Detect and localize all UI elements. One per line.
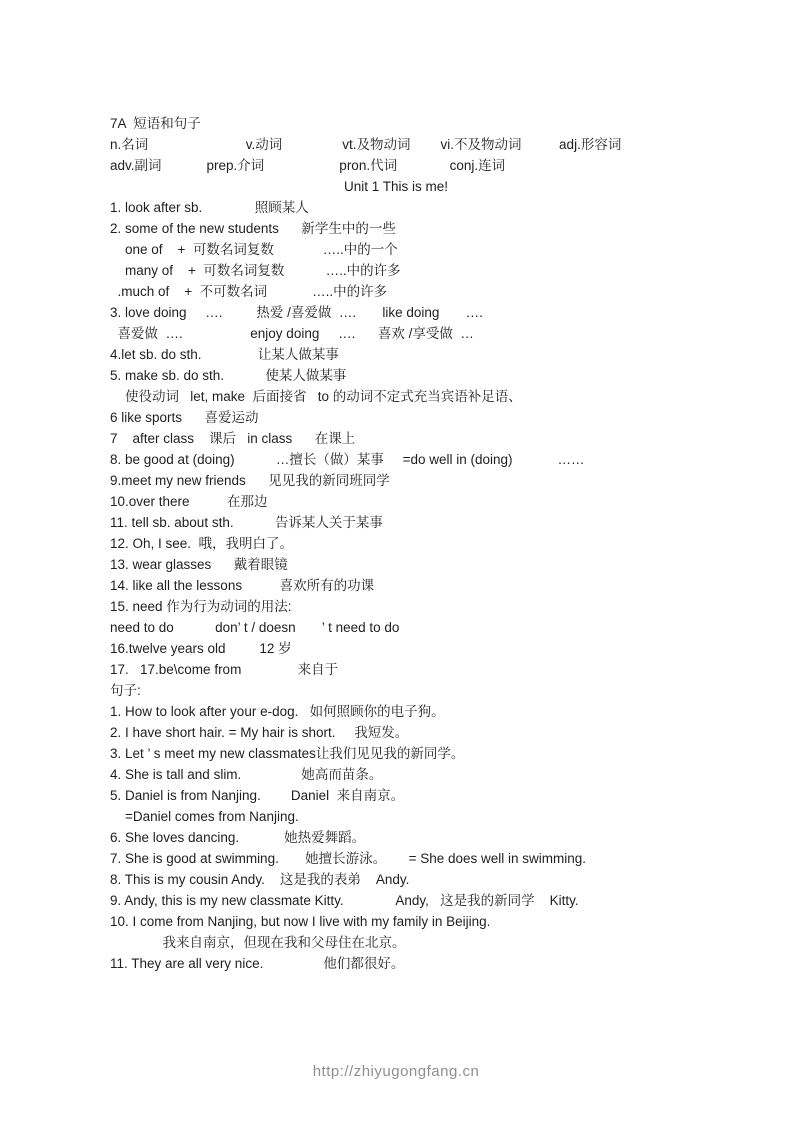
phrase-line: 使役动词 let, make 后面接省 to 的动词不定式充当宾语补足语、 (110, 389, 522, 404)
sentence-line: 6. She loves dancing. 她热爱舞蹈。 (110, 830, 366, 845)
document-body (110, 113, 692, 974)
sentences-section-label: 句子: (110, 683, 141, 698)
footer-url: http://zhiyugongfang.cn (312, 1063, 480, 1080)
phrase-line: .much of + 不可数名词 …..中的许多 (110, 284, 388, 299)
phrase-line: many of + 可数名词复数 …..中的许多 (110, 263, 401, 278)
phrase-line: need to do don’ t / doesn ’ t need to do (110, 620, 400, 635)
sentence-line: 11. They are all very nice. 他们都很好。 (110, 956, 405, 971)
phrase-line: 15. need 作为行为动词的用法: (110, 599, 292, 614)
sentence-line: 8. This is my cousin Andy. 这是我的表弟 Andy. (110, 872, 410, 887)
sentence-line: 我来自南京，但现在我和父母住在北京。 (110, 935, 406, 950)
sentence-line: =Daniel comes from Nanjing. (110, 809, 299, 824)
sentence-line: 1. How to look after your e-dog. 如何照顾你的电子狗。 (110, 704, 445, 719)
pos-legend-line-2: adv.副词 prep.介词 pron.代词 conj.连词 (110, 158, 506, 173)
unit-heading: Unit 1 This is me! (343, 179, 449, 194)
phrase-line: 8. be good at (doing) …擅长（做）某事 =do well in (doing) …… (110, 452, 585, 467)
sentence-line: 4. She is tall and slim. 她高而苗条。 (110, 767, 383, 782)
phrase-line: 5. make sb. do sth. 使某人做某事 (110, 368, 347, 383)
doc-title: 7A 短语和句子 (110, 116, 201, 131)
phrase-line: 9.meet my new friends 见见我的新同班同学 (110, 473, 390, 488)
phrase-line: 13. wear glasses 戴着眼镜 (110, 557, 288, 572)
sentence-line: 5. Daniel is from Nanjing. Daniel 来自南京。 (110, 788, 405, 803)
phrase-line: 1. look after sb. 照顾某人 (110, 200, 309, 215)
sentence-line: 2. I have short hair. = My hair is short. 我短发。 (110, 725, 409, 740)
phrase-line: 10.over there 在那边 (110, 494, 268, 509)
sentence-line: 3. Let ’ s meet my new classmates让我们见见我的新同学。 (110, 746, 465, 761)
phrase-line: 4.let sb. do sth. 让某人做某事 (110, 347, 339, 362)
phrase-line: 7 after class 课后 in class 在课上 (110, 431, 356, 446)
pos-legend-line-1: n.名词 v.动词 vt.及物动词 vi.不及物动词 adj.形容词 (110, 137, 622, 152)
sentence-line: 9. Andy, this is my new classmate Kitty. Andy, 这是我的新同学 Kitty. (110, 893, 579, 908)
sentence-line: 7. She is good at swimming. 她擅长游泳。 = She does well in swimming. (110, 851, 587, 866)
phrase-line: 6 like sports 喜爱运动 (110, 410, 259, 425)
phrase-line: 喜爱做 …. enjoy doing …. 喜欢 /享受做 … (110, 326, 474, 341)
phrase-line: 16.twelve years old 12 岁 (110, 641, 292, 656)
phrase-line: 14. like all the lessons 喜欢所有的功课 (110, 578, 375, 593)
phrase-line: 12. Oh, I see. 哦，我明白了。 (110, 536, 294, 551)
phrase-line: one of + 可数名词复数 …..中的一个 (110, 242, 398, 257)
phrase-line: 3. love doing …. 热爱 /喜爱做 …. like doing …. (110, 305, 487, 320)
phrase-line: 17. 17.be\come from 来自于 (110, 662, 339, 677)
sentence-line: 10. I come from Nanjing, but now I live with my family in Beijing. (110, 914, 491, 929)
phrase-line: 11. tell sb. about sth. 告诉某人关于某事 (110, 515, 383, 530)
phrase-line: 2. some of the new students 新学生中的一些 (110, 221, 396, 236)
